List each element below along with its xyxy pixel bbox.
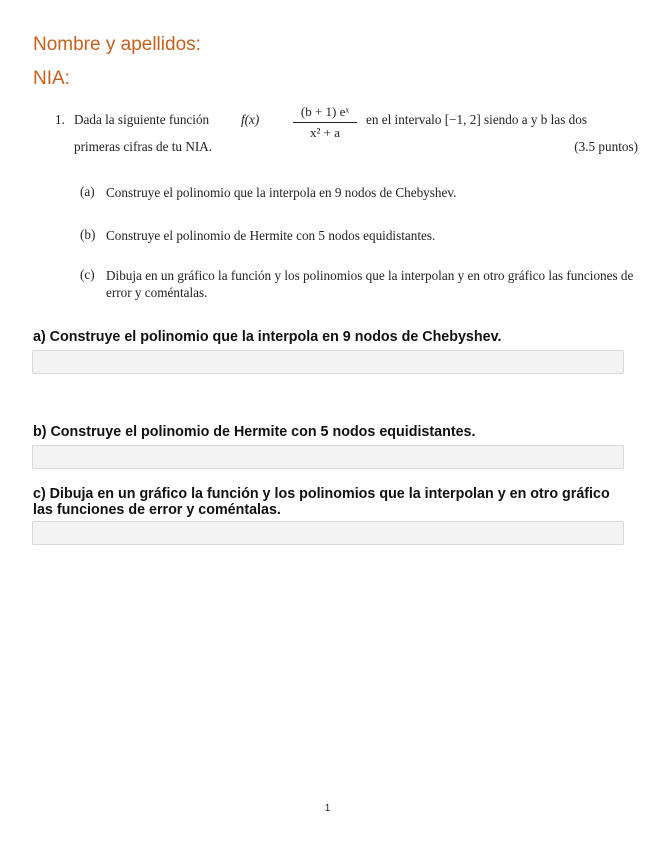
- fraction-denominator: x² + a: [310, 125, 340, 140]
- problem-interval-text: en el intervalo [−1, 2] siendo a y b las dos: [366, 112, 587, 127]
- subitem-tag: (c): [80, 267, 95, 282]
- subitem-text: Dibuja en un gráfico la función y los polinomios que la interpolan y en otro gráfico las funciones de error y coméntalas.: [106, 268, 634, 300]
- question-a-label: a) Construye el polinomio que la interpola en 9 nodos de Chebyshev.: [33, 329, 502, 345]
- subitem-text: Construye el polinomio de Hermite con 5 nodos equidistantes.: [106, 228, 436, 243]
- question-b-label: b) Construye el polinomio de Hermite con 5 nodos equidistantes.: [33, 424, 476, 440]
- nia-field-label: NIA:: [33, 68, 70, 89]
- function-fraction: [293, 104, 357, 141]
- answer-b-field[interactable]: [32, 445, 624, 469]
- problem-points: (3.5 puntos): [574, 139, 638, 154]
- question-c-label: c) Dibuja en un gráfico la función y los polinomios que la interpolan y en otro gráfico las funciones de error y coméntalas.: [33, 486, 610, 518]
- answer-a-field[interactable]: [32, 350, 624, 374]
- subitem-text: Construye el polinomio que la interpola en 9 nodos de Chebyshev.: [106, 185, 457, 200]
- problem-continuation: primeras cifras de tu NIA.: [74, 139, 213, 154]
- subitem-tag: (a): [80, 184, 95, 199]
- problem-statement: [55, 104, 638, 157]
- problem-intro: Dada la siguiente función: [74, 112, 210, 127]
- answer-c-field[interactable]: [32, 521, 624, 545]
- function-name: f(x): [241, 112, 260, 127]
- problem-line-2: [55, 139, 638, 157]
- problem-number: 1.: [55, 112, 65, 127]
- problem-line-1: [55, 104, 638, 138]
- subitem-tag: (b): [80, 227, 96, 242]
- fraction-numerator: (b + 1) eˣ: [293, 104, 357, 123]
- page-number: 1: [324, 803, 331, 814]
- name-field-label: Nombre y apellidos:: [33, 34, 201, 55]
